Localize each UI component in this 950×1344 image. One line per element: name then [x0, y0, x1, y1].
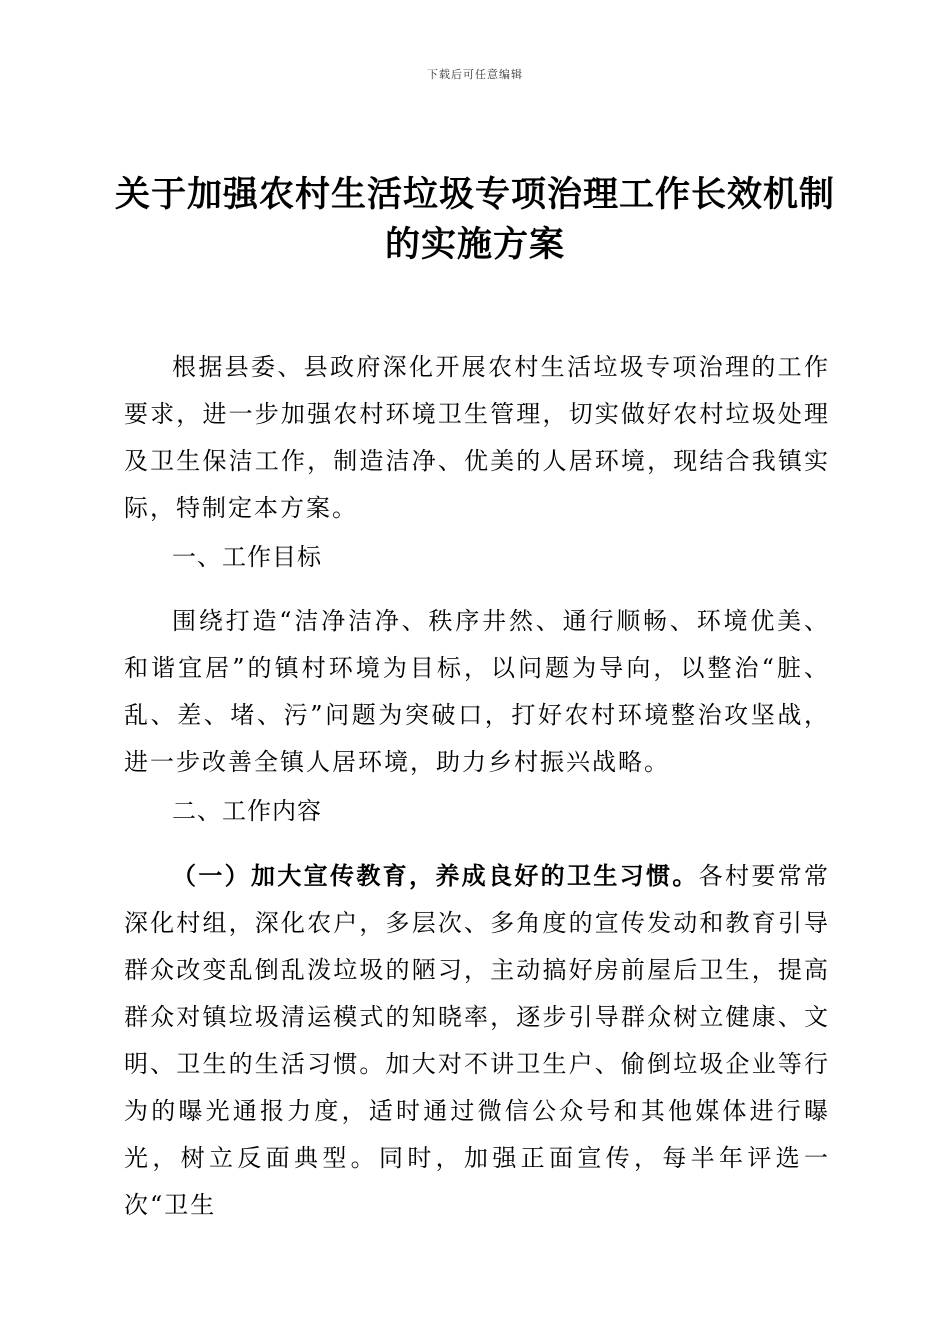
intro-paragraph: 根据县委、县政府深化开展农村生活垃圾专项治理的工作要求，进一步加强农村环境卫生管理，切实做好农村垃圾处理及卫生保洁工作，制造洁净、优美的人居环境，现结合我镇实际，特制定本方案。 [124, 353, 830, 522]
header-note: 下载后可任意编辑 [427, 68, 523, 81]
title-line-1: 关于加强农村生活垃圾专项治理工作长效机制 [114, 174, 835, 215]
title-line-2: 的实施方案 [384, 224, 565, 265]
section-heading-content: 二、工作内容 [172, 797, 322, 825]
content-item-1-lead: （一）加大宣传教育，养成良好的卫生习惯。 [172, 861, 699, 890]
content-item-1-paragraph [124, 852, 830, 1229]
document-title [110, 170, 840, 270]
goals-paragraph: 围绕打造“洁净洁净、秩序井然、通行顺畅、环境优美、和谐宜居”的镇村环境为目标，以问题为导向，以整治“脏、乱、差、堵、污”问题为突破口，打好农村环境整治攻坚战，进一步改善全镇人居环境，助力乡村振兴战略。 [124, 607, 830, 776]
section-heading-goals: 一、工作目标 [172, 543, 322, 571]
content-item-1-text: 各村要常常深化村组，深化农户，多层次、多角度的宣传发动和教育引导群众改变乱倒乱泼垃圾的陋习，主动搞好房前屋后卫生，提高群众对镇垃圾清运模式的知晓率，逐步引导群众树立健康、文明、卫生的生活习惯。加大对不讲卫生户、偷倒垃圾企业等行为的曝光通报力度，适时通过微信公众号和其他媒体进行曝光，树立反面典型。同时，加强正面宣传，每半年评选一次“卫生 [124, 862, 831, 1219]
